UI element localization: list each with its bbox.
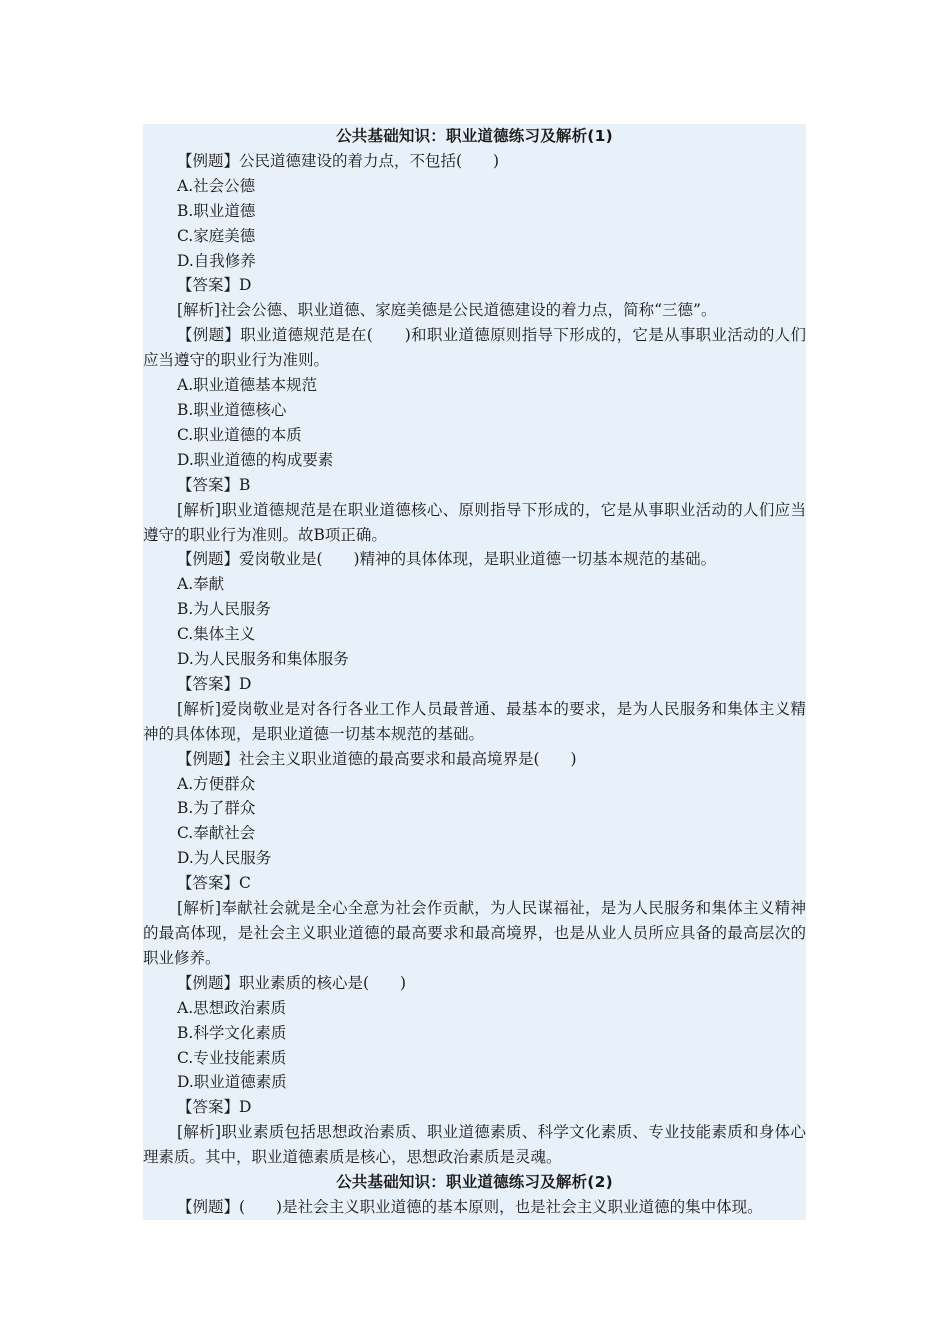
option-c: C.家庭美德 — [177, 226, 256, 245]
option-c: C.职业道德的本质 — [177, 425, 302, 444]
answer-text: 【答案】D — [177, 674, 252, 693]
option-a: A.奉献 — [177, 575, 225, 594]
question-text: 【例题】爱岗敬业是( )精神的具体体现，是职业道德一切基本规范的基础。 — [177, 550, 717, 569]
analysis-text: [解析]社会公德、职业道德、家庭美德是公民道德建设的着力点，简称“三德”。 — [177, 301, 717, 320]
answer-text: 【答案】B — [177, 475, 251, 494]
section-title: 公共基础知识：职业道德练习及解析(1) — [336, 127, 613, 145]
option-b: B.为了群众 — [177, 799, 256, 818]
option-d: D.为人民服务和集体服务 — [177, 650, 349, 669]
answer-text: 【答案】C — [177, 874, 251, 893]
option-d: D.自我修养 — [177, 251, 256, 270]
option-d: D.为人民服务 — [177, 849, 272, 868]
option-c: C.奉献社会 — [177, 824, 256, 843]
section-title: 公共基础知识：职业道德练习及解析(2) — [336, 1173, 613, 1192]
question-text: 【例题】公民道德建设的着力点，不包括( ) — [177, 151, 500, 170]
option-a: A.社会公德 — [177, 176, 256, 195]
answer-text: 【答案】D — [177, 276, 252, 295]
option-b: B.职业道德核心 — [177, 400, 287, 419]
option-a: A.职业道德基本规范 — [177, 376, 318, 395]
analysis-text: [解析]职业素质包括思想政治素质、职业道德素质、科学文化素质、专业技能素质和身体心理素质。其中，职业道德素质是核心，思想政治素质是灵魂。 — [143, 1123, 806, 1167]
analysis-text: [解析]爱岗敬业是对各行各业工作人员最普通、最基本的要求，是为人民服务和集体主义精神的具体体现，是职业道德一切基本规范的基础。 — [143, 699, 806, 743]
option-b: B.职业道德 — [177, 201, 256, 220]
document-body — [143, 124, 806, 1220]
option-b: B.为人民服务 — [177, 600, 271, 619]
question-text: 【例题】( )是社会主义职业道德的基本原则，也是社会主义职业道德的集中体现。 — [177, 1197, 763, 1216]
question-text: 【例题】社会主义职业道德的最高要求和最高境界是( ) — [177, 749, 577, 768]
answer-text: 【答案】D — [177, 1098, 252, 1117]
analysis-text: [解析]职业道德规范是在职业道德核心、原则指导下形成的，它是从事职业活动的人们应当遵守的职业行为准则。故B项正确。 — [143, 500, 806, 544]
option-a: A.方便群众 — [177, 774, 256, 793]
question-text: 【例题】职业素质的核心是( ) — [177, 973, 407, 992]
question-text: 【例题】职业道德规范是在( )和职业道德原则指导下形成的，它是从事职业活动的人们应当遵守的职业行为准则。 — [143, 326, 806, 370]
option-d: D.职业道德素质 — [177, 1073, 287, 1092]
option-c: C.专业技能素质 — [177, 1048, 287, 1067]
analysis-text: [解析]奉献社会就是全心全意为社会作贡献，为人民谋福祉，是为人民服务和集体主义精神的最高体现，是社会主义职业道德的最高要求和最高境界，也是从业人员所应具备的最高层次的职业修养。 — [143, 899, 806, 967]
option-c: C.集体主义 — [177, 625, 256, 644]
option-b: B.科学文化素质 — [177, 1023, 287, 1042]
option-a: A.思想政治素质 — [177, 998, 287, 1017]
option-d: D.职业道德的构成要素 — [177, 450, 334, 469]
